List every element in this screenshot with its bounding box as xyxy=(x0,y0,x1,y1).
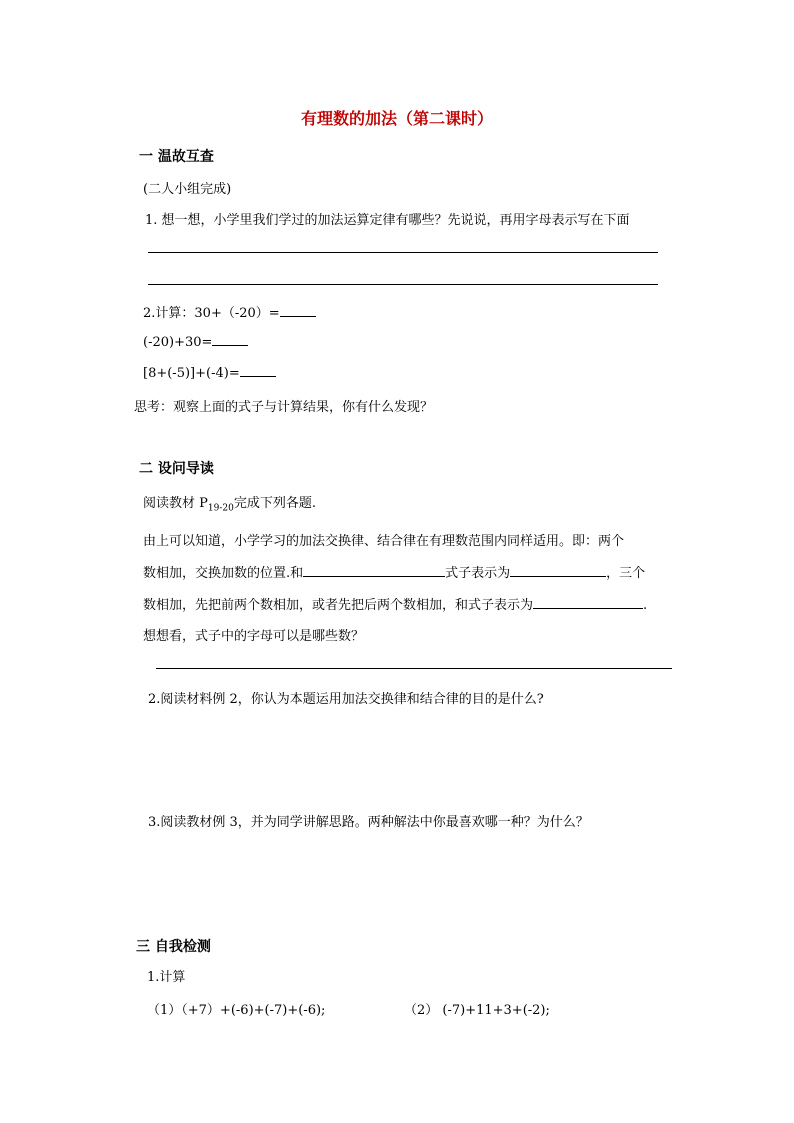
paragraph-text: 数相加，先把前两个数相加，或者先把后两个数相加，和式子表示为 xyxy=(143,598,534,613)
reading-instruction xyxy=(143,492,316,514)
calc-expression: 2.计算：30+（-20）= xyxy=(143,306,280,321)
group-note: (二人小组完成) xyxy=(143,182,232,197)
paragraph-line-1: 由上可以知道，小学学习的加法交换律、结合律在有理数范围内同样适用。即：两个 xyxy=(143,534,625,549)
reading-text: 阅读教材 P xyxy=(143,496,208,511)
question-3: 3.阅读教材例 3，并为同学讲解思路。两种解法中你最喜欢哪一种？为什么？ xyxy=(148,815,589,830)
section-2-heading: 二 设问导读 xyxy=(139,461,214,477)
paragraph-text: 数相加，交换加数的位置.和 xyxy=(143,566,304,581)
page-title: 有理数的加法（第二课时） xyxy=(300,109,493,128)
section-3-heading: 三 自我检测 xyxy=(136,939,211,955)
reading-text: 完成下列各题. xyxy=(233,496,316,511)
paragraph-line-2 xyxy=(143,562,645,581)
section-1-heading: 一 温故互查 xyxy=(139,149,214,165)
answer-blank xyxy=(240,364,276,377)
answer-blank xyxy=(280,304,316,317)
calc-expression: (-20)+30= xyxy=(143,335,213,350)
answer-line xyxy=(148,252,658,253)
calc-line-2 xyxy=(143,333,248,350)
paragraph-text: . xyxy=(643,598,648,613)
calc-line-1 xyxy=(143,302,316,321)
paragraph-line-3 xyxy=(143,594,647,613)
question-2: 2.阅读材料例 2，你认为本题运用加法交换律和结合律的目的是什么? xyxy=(148,692,544,707)
answer-blank xyxy=(212,333,248,346)
paragraph-text: ，三个 xyxy=(606,566,646,581)
exercise-2: （2） (-7)+11+3+(-2); xyxy=(404,1003,550,1018)
answer-blank xyxy=(533,596,643,609)
calc-expression: [8+(-5)]+(-4)= xyxy=(143,366,240,381)
question-1: 1. 想一想，小学里我们学过的加法运算定律有哪些？先说说，再用字母表示写在下面 xyxy=(145,213,630,228)
answer-blank xyxy=(303,564,445,577)
subheading-calc: 1.计算 xyxy=(147,970,186,985)
exercise-1: （1）（+7）+(-6)+(-7)+(-6); xyxy=(147,1003,326,1018)
calc-line-3 xyxy=(143,364,276,381)
page-range: 19-20 xyxy=(207,503,234,514)
paragraph-text: 式子表示为 xyxy=(445,566,511,581)
think-prompt: 思考：观察上面的式子与计算结果，你有什么发现？ xyxy=(134,400,434,415)
answer-line xyxy=(156,668,672,669)
paragraph-line-4: 想想看，式子中的字母可以是哪些数？ xyxy=(143,629,365,644)
answer-blank xyxy=(510,564,606,577)
answer-line xyxy=(148,284,658,285)
